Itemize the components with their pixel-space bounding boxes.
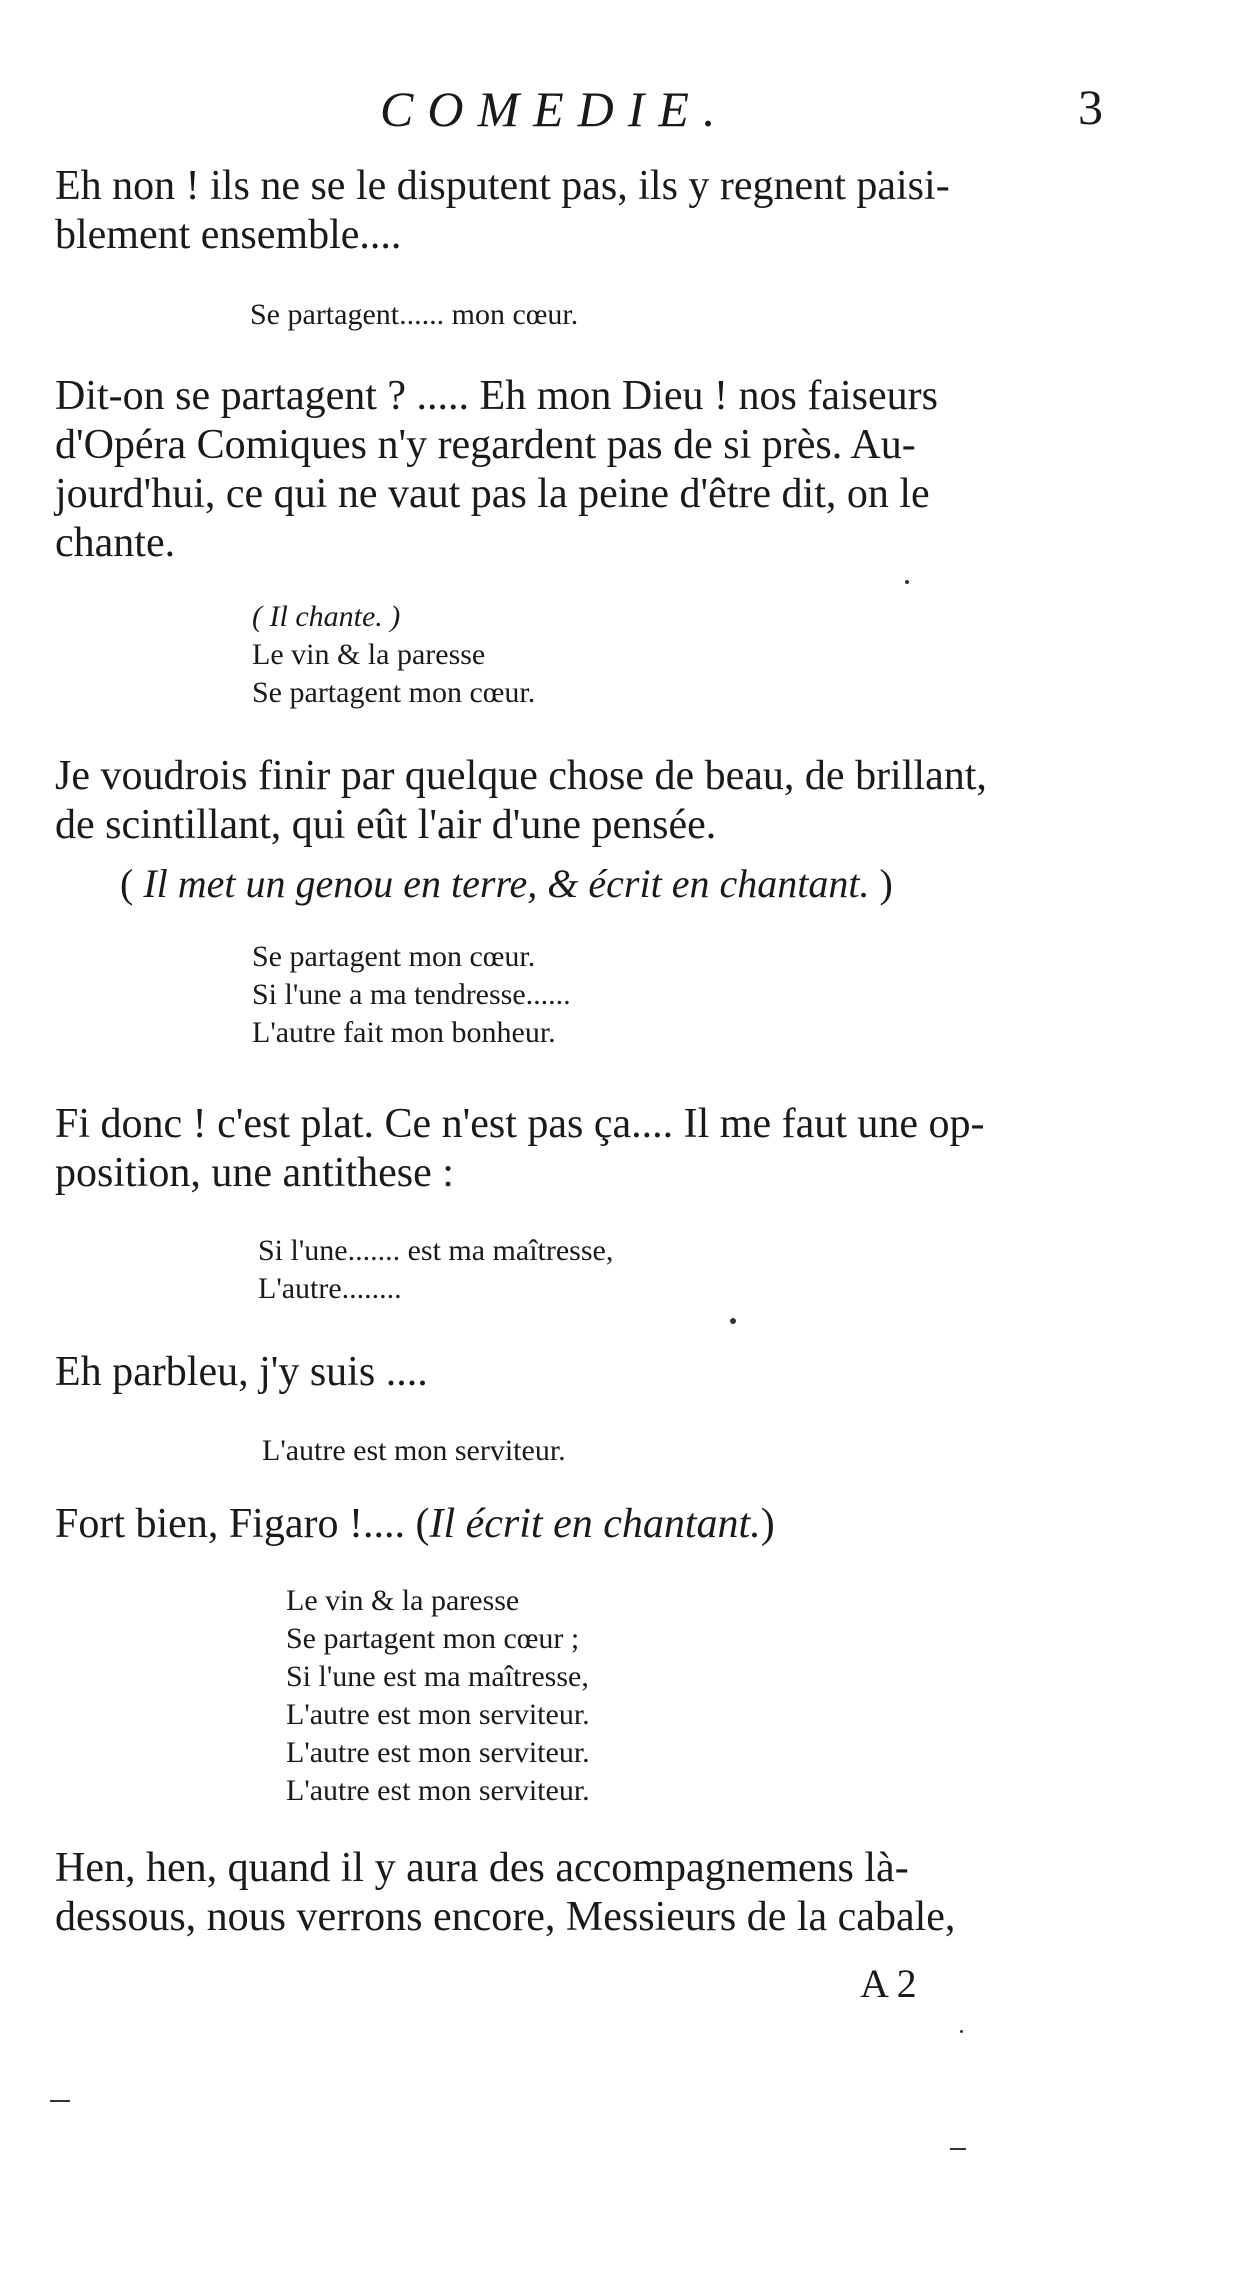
paper-speck [960,2030,963,2033]
text-line: de scintillant, qui eût l'air d'une pensée. [55,802,717,848]
text-line: jourd'hui, ce qui ne vaut pas la peine d'être dit, on le [55,471,930,517]
prose-paragraph-1 [55,162,1135,260]
text-span: Fort bien, Figaro !.... ( [55,1501,430,1547]
verse-line: Se partagent mon cœur ; [286,1622,580,1655]
stage-direction: ( Il chante. ) [252,600,401,633]
stage-direction-text: Il écrit en chantant. [429,1501,761,1547]
paper-speck [730,1318,736,1324]
verse-line: Se partagent...... mon cœur. [250,298,579,331]
verse-line: L'autre est mon serviteur. [286,1774,590,1807]
verse-line: Si l'une est ma maîtresse, [286,1660,589,1693]
text-line: d'Opéra Comiques n'y regardent pas de si près. Au- [55,422,916,468]
prose-paragraph-3 [55,752,1135,850]
verse-line: L'autre est mon serviteur. [262,1434,566,1467]
paper-speck [50,2100,70,2102]
paren-close: ) [879,861,893,906]
text-line: Hen, hen, quand il y aura des accompagnemens là- [55,1845,909,1891]
prose-paragraph-5 [55,1348,1135,1397]
text-line: Fi donc ! c'est plat. Ce n'est pas ça.... Il me faut une op- [55,1101,985,1147]
verse-block-3 [252,938,571,1052]
paper-speck [950,2148,966,2150]
verse-line: Le vin & la paresse [286,1584,520,1617]
text-line: position, une antithese : [55,1150,454,1196]
verse-line: L'autre fait mon bonheur. [252,1016,556,1049]
text-line: blement ensemble.... [55,212,402,258]
signature-mark: A 2 [860,1961,917,2006]
verse-line: L'autre........ [258,1272,402,1305]
text-line: chante. [55,520,176,566]
verse-line: L'autre est mon serviteur. [286,1736,590,1769]
stage-direction-text: Il met un genou en terre, & écrit en chantant. [143,861,870,906]
paren-close: ) [760,1501,775,1547]
page-number: 3 [1078,79,1103,135]
verse-line: Se partagent mon cœur. [252,940,536,973]
running-title: COMEDIE. [380,81,730,137]
verse-block-6 [286,1582,590,1810]
verse-line: Si l'une....... est ma maîtresse, [258,1234,614,1267]
text-line: Eh non ! ils ne se le disputent pas, ils y regnent paisi- [55,163,950,209]
prose-paragraph-6 [55,1500,1135,1549]
prose-paragraph-2 [55,372,1135,568]
page-header [0,72,1252,142]
verse-line: Si l'une a ma tendresse...... [252,978,571,1011]
verse-line: L'autre est mon serviteur. [286,1698,590,1731]
verse-block-5 [262,1432,566,1470]
text-line: Eh parbleu, j'y suis .... [55,1349,428,1395]
prose-paragraph-4 [55,1100,1135,1198]
text-line: Je voudrois finir par quelque chose de beau, de brillant, [55,753,987,799]
stage-direction-kneel [120,860,893,907]
text-line: Dit-on se partagent ? ..... Eh mon Dieu ! nos faiseurs [55,373,938,419]
verse-line: Le vin & la paresse [252,638,486,671]
text-line [55,1500,1135,1549]
text-line: dessous, nous verrons encore, Messieurs de la cabale, [55,1894,956,1940]
paren-open: ( [120,861,134,906]
verse-block-2 [252,598,535,712]
verse-line: Se partagent mon cœur. [252,676,536,709]
prose-paragraph-7 [55,1844,1135,1942]
verse-block-1 [250,296,578,334]
paper-speck [905,580,909,584]
verse-block-4 [258,1232,613,1308]
